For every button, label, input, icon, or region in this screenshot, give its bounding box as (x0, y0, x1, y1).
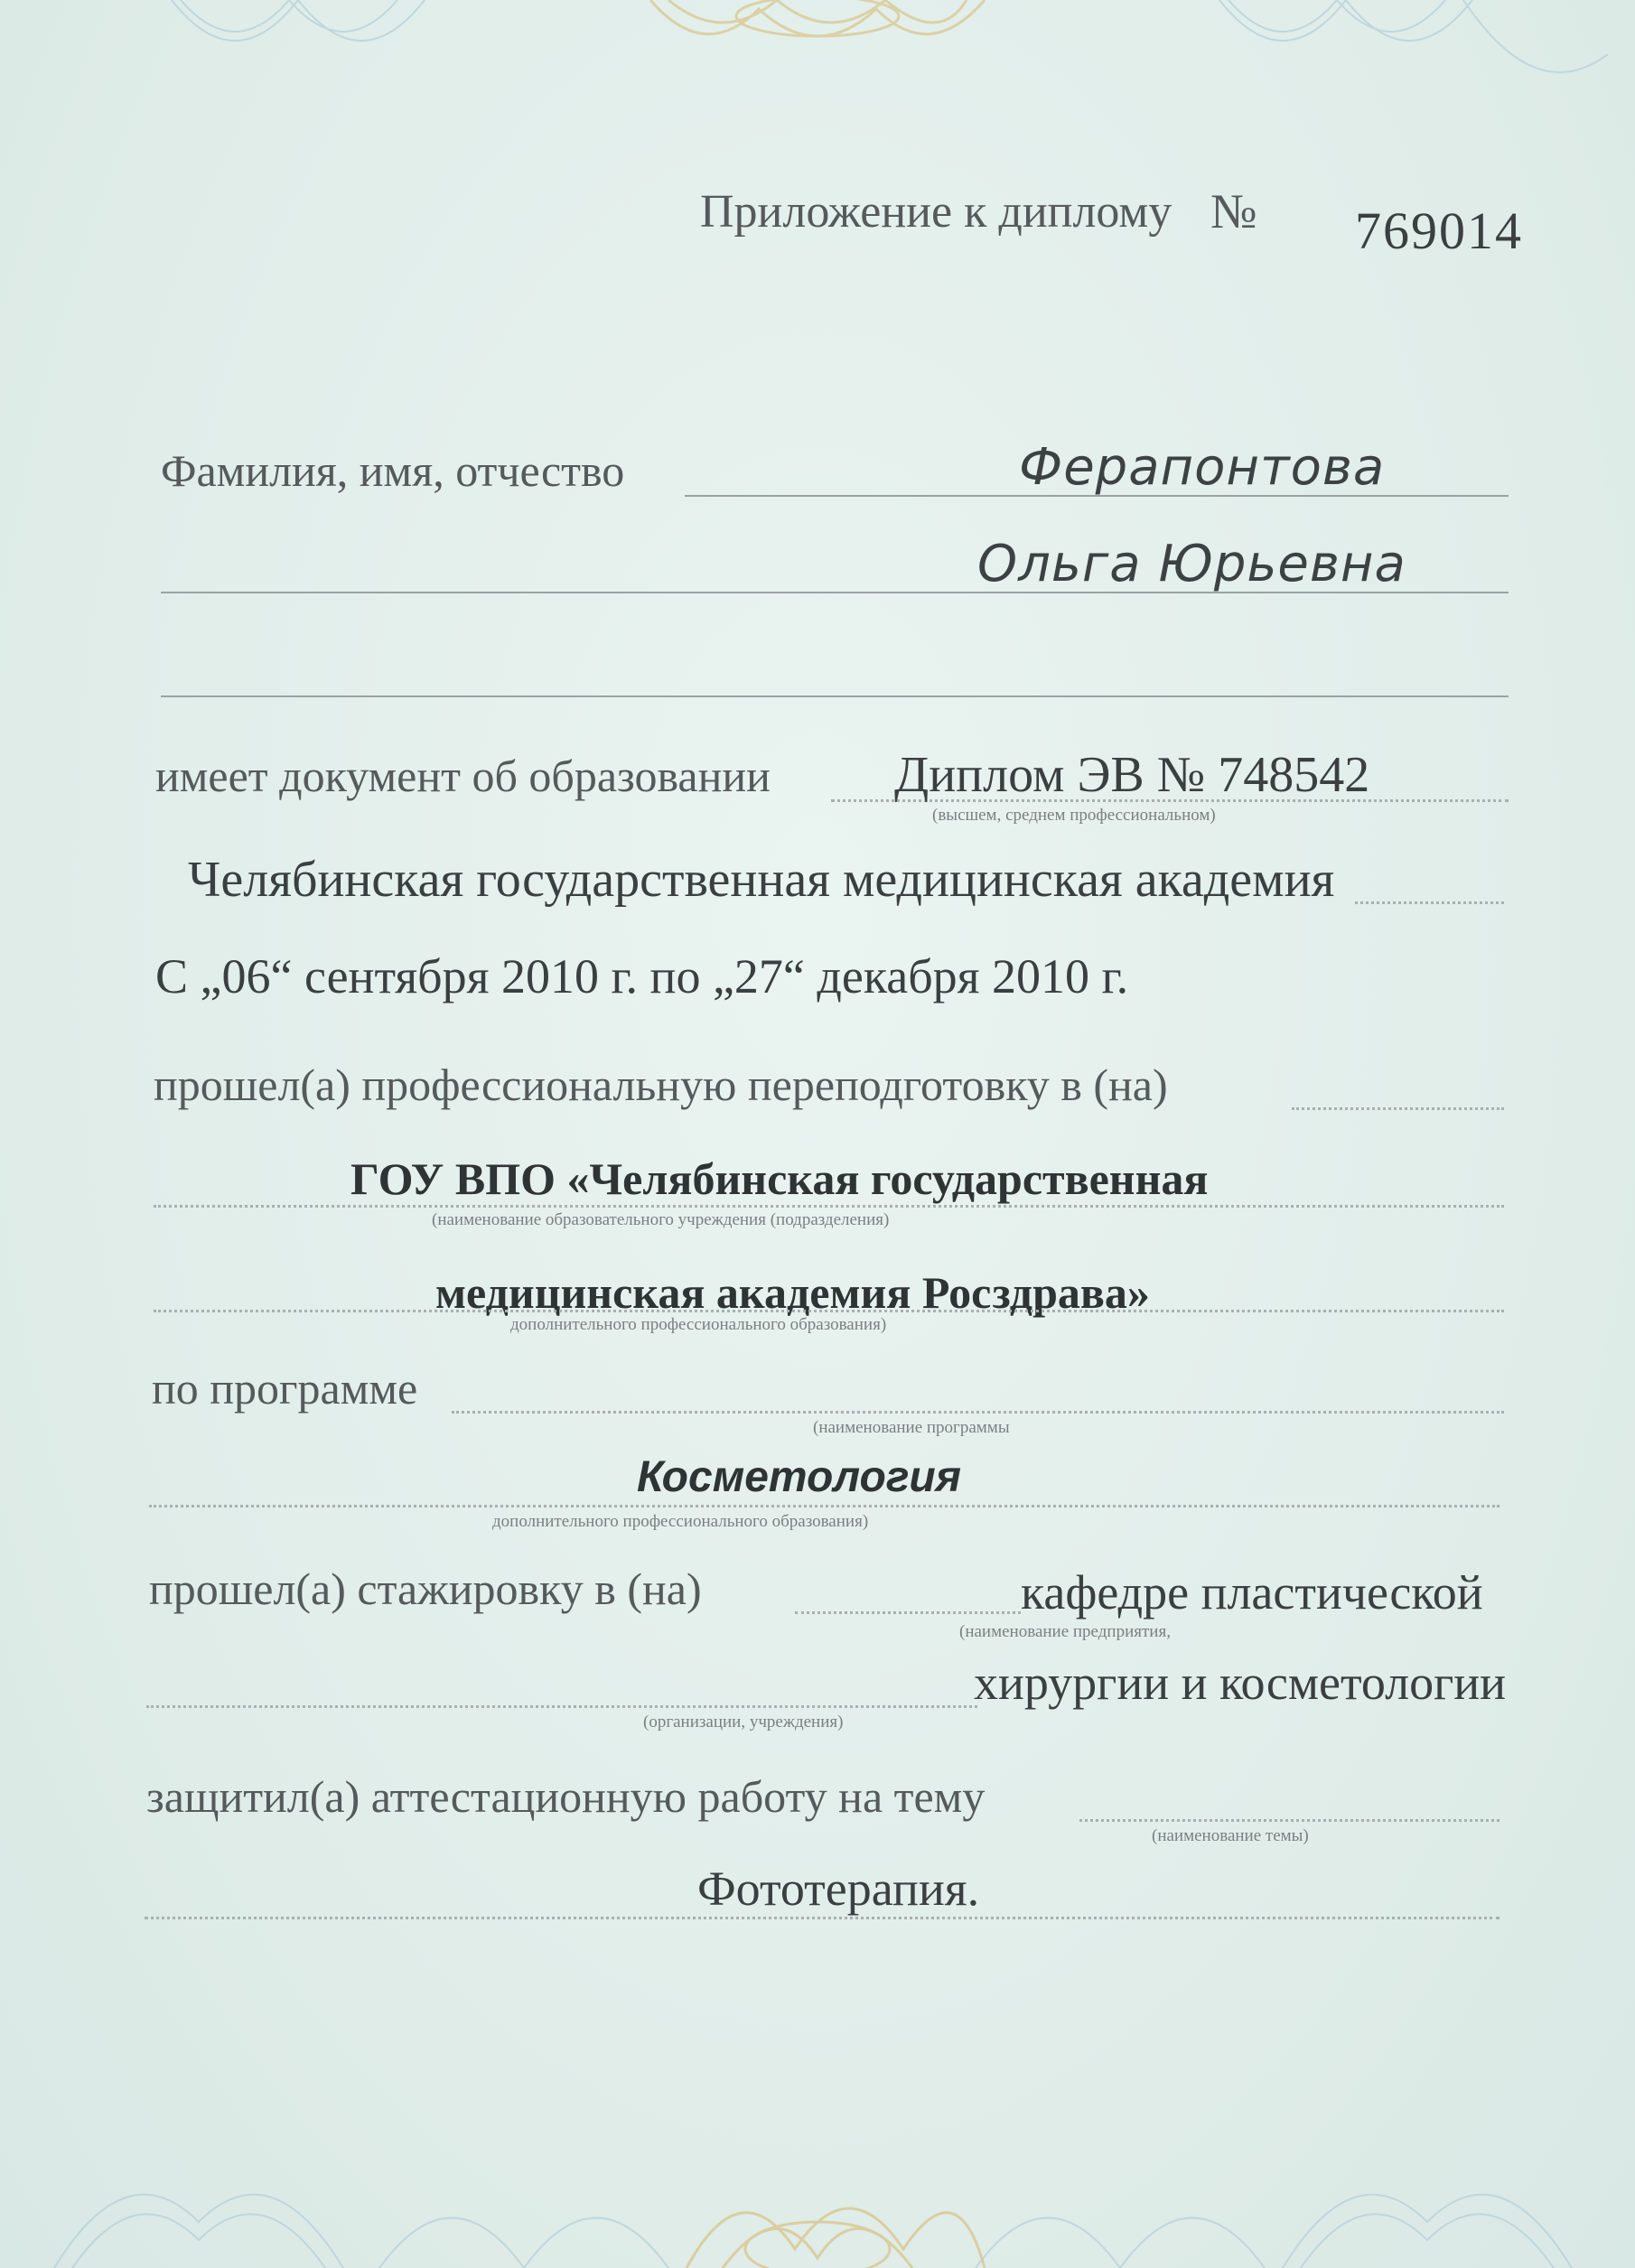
thesis-hint: (наименование темы) (1152, 1826, 1309, 1845)
internship-line2-dots (146, 1705, 977, 1708)
bottom-guilloche-ornament (0, 2114, 1635, 2268)
internship-line1: кафедре пластической (1021, 1565, 1483, 1619)
program-name-dots (149, 1505, 1500, 1507)
thesis-label: защитил(а) аттестационную работу на тему (146, 1771, 986, 1822)
supplement-title: Приложение к диплому (700, 186, 1173, 238)
institution-dots (1355, 901, 1504, 904)
retraining-org-line1: ГОУ ВПО «Челябинская государственная (350, 1153, 1209, 1204)
thesis-topic-dots (145, 1917, 1500, 1919)
education-label: имеет документ об образовании (155, 751, 771, 801)
name-extra-line (161, 695, 1509, 697)
surname-value: Ферапонтова (1019, 438, 1386, 497)
program-hint2: дополнительного профессионального образования) (492, 1512, 869, 1531)
org-line2-dots (154, 1310, 1504, 1312)
internship-hint2: (организации, учреждения) (643, 1713, 844, 1731)
supplement-number: 769014 (1355, 201, 1523, 260)
given-names-value: Ольга Юрьевна (977, 535, 1406, 593)
retraining-hint1: (наименование образовательного учреждения (подразделения) (432, 1210, 890, 1229)
retraining-hint2: дополнительного профессионального образования) (510, 1315, 887, 1334)
program-hint1: (наименование программы (813, 1418, 1010, 1437)
top-guilloche-ornament (0, 0, 1635, 135)
program-label: по программе (152, 1363, 418, 1414)
number-sign: № (1210, 184, 1257, 238)
education-value: Диплом ЭВ № 748542 (894, 747, 1370, 803)
program-name: Косметология (637, 1453, 962, 1501)
program-label-dots (452, 1411, 1504, 1414)
internship-label: прошел(а) стажировку в (на) (149, 1563, 702, 1614)
retraining-label: прошел(а) профессиональную переподготовку в (на) (154, 1059, 1168, 1110)
study-period: С „06“ сентября 2010 г. по „27“ декабря 2010 г. (155, 949, 1129, 1003)
full-name-label: Фамилия, имя, отчество (161, 445, 625, 496)
internship-dots (795, 1611, 1021, 1614)
education-hint: (высшем, среднем профессиональном) (932, 806, 1216, 825)
internship-hint1: (наименование предприятия, (959, 1622, 1171, 1641)
thesis-label-dots (1079, 1819, 1500, 1822)
retraining-dots (1292, 1107, 1504, 1110)
org-line1-dots (154, 1205, 1504, 1208)
thesis-topic: Фототерапия. (697, 1862, 980, 1916)
retraining-org-line2: медицинская академия Росздрава» (435, 1267, 1150, 1318)
internship-line2: хирургии и косметологии (974, 1656, 1507, 1710)
education-institution: Челябинская государственная медицинская академия (188, 852, 1335, 908)
